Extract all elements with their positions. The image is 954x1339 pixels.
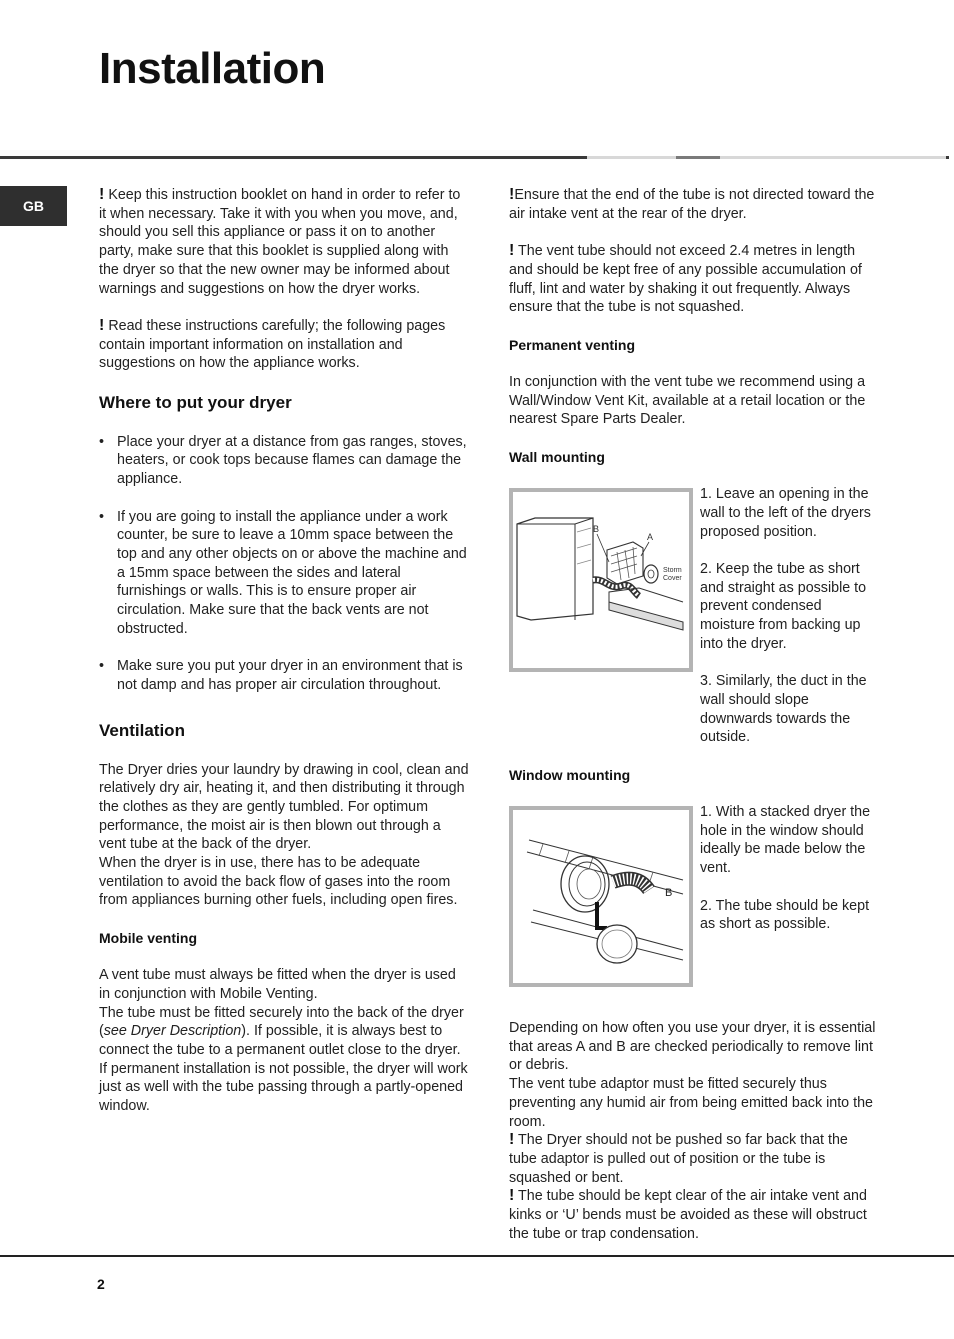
cross-reference: see Dryer Description <box>103 1023 242 1040</box>
ventilation-paragraph: The Dryer dries your laundry by drawing in cool, clean and relatively dry air, heating it, and then distributing it through the clothes as they are gently tumbled. For optimum performance, the moist air is then blown out through a vent tube at the back of the dryer. <box>99 761 469 853</box>
left-column <box>99 186 469 1116</box>
step-text: 1. With a stacked dryer the hole in the window should ideally be made below the vent. <box>700 804 871 877</box>
figure-label-b: B <box>665 887 673 900</box>
warning-mark: ! <box>99 186 105 203</box>
warning-mark: ! <box>509 1131 515 1149</box>
page-title: Installation <box>99 44 326 93</box>
mobile-paragraph: A vent tube must always be fitted when the dryer is used in conjunction with Mobile Venting. <box>99 967 456 1002</box>
intro-paragraph: ! Keep this instruction booklet on hand in order to refer to it when necessary. Take it with you when you move, and, should you sell this appliance or pass it on to another party, make sure that this booklet is supplied along with the dryer so that the new owner may be informed about warnings and suggestions on how the dryer works. <box>99 186 461 297</box>
figure-label-a: A <box>647 532 654 543</box>
wall-mounting-illustration <box>513 492 689 668</box>
step-text: 2. The tube should be kept as short as possible. <box>700 897 870 933</box>
warning-mark: ! <box>509 242 515 260</box>
window-mounting-figure <box>509 806 693 987</box>
wall-mounting-steps <box>700 485 879 747</box>
warning-paragraph: ! The tube should be kept clear of the air intake vent and kinks or ‘U’ bends must be avoided as these will obstruct the tube or trap condensation. <box>509 1187 867 1242</box>
page-number: 2 <box>97 1276 105 1292</box>
mobile-venting-text <box>99 966 469 1116</box>
warning-paragraph: ! The vent tube should not exceed 2.4 metres in length and should be kept free of any possible accumulation of fluff, lint and water by shaking it out frequently. Always ensure that the tube is not squashed. <box>509 242 862 316</box>
intro-paragraph: ! Read these instructions carefully; the following pages contain important information on installation and suggestions on how the appliance works. <box>99 316 446 372</box>
list-item: • Place your dryer at a distance from gas ranges, stoves, heaters, or cook tops because flames can damage the appliance. <box>99 433 467 488</box>
warning-paragraph: ! The Dryer should not be pushed so far back that the tube adaptor is pulled out of position or the tube is squashed or bent. <box>509 1131 848 1186</box>
step-text: 3. Similarly, the duct in the wall should slope downwards towards the outside. <box>700 673 867 746</box>
subheading-permanent-venting: Permanent venting <box>509 336 636 353</box>
subheading-window-mounting: Window mounting <box>509 766 631 783</box>
wall-mounting-row <box>509 485 879 747</box>
section-heading-ventilation: Ventilation <box>99 720 185 740</box>
mobile-paragraph: The tube must be fitted securely into the back of the dryer (see Dryer Description). If possible, it is always best to connect the tube to a permanent outlet close to the dryer. If permanent installation is not possible, the dryer will work just as well with the tube passing through a partly-opened window. <box>99 1004 468 1115</box>
header-rule-segment <box>676 156 720 159</box>
warning-mark: ! <box>99 316 105 334</box>
header-rule-segment <box>720 156 946 159</box>
bullet-icon: • <box>99 433 105 450</box>
header-rule <box>0 156 587 159</box>
right-column <box>509 186 879 1244</box>
section-heading-where: Where to put your dryer <box>99 392 292 412</box>
warning-paragraph: !Ensure that the end of the tube is not directed toward the air intake vent at the rear of the dryer. <box>509 186 875 222</box>
subheading-mobile-venting: Mobile venting <box>99 929 197 946</box>
subheading-wall-mounting: Wall mounting <box>509 448 605 465</box>
step-text: 2. Keep the tube as short and straight as possible to prevent condensed moisture from backing up into the dryer. <box>700 560 867 652</box>
figure-label-storm: Storm <box>663 567 682 575</box>
final-notes <box>509 1019 879 1243</box>
figure-label-cover: Cover <box>663 575 682 583</box>
where-list <box>99 433 469 695</box>
language-badge: GB <box>0 186 67 226</box>
list-item: • If you are going to install the appliance under a work counter, be sure to leave a 10mm space between the top and any other objects on or above the machine and a 15mm space between the sides and lateral furnishings or walls. This is to ensure proper air circulation. Make sure that the back vents are not obstructed. <box>99 508 467 637</box>
header-rule-segment <box>587 156 676 159</box>
bullet-icon: • <box>99 658 105 675</box>
wall-mounting-figure <box>509 488 693 672</box>
list-item: • Make sure you put your dryer in an environment that is not damp and has proper air circulation throughout. <box>99 658 463 693</box>
note-paragraph: Depending on how often you use your dryer, it is essential that areas A and B are checked periodically to remove lint or debris. <box>509 1020 876 1074</box>
permanent-paragraph: In conjunction with the vent tube we recommend using a Wall/Window Vent Kit, available at a retail location or the nearest Spare Parts Dealer. <box>509 373 866 428</box>
warning-mark: ! <box>509 1187 515 1205</box>
warning-mark: ! <box>509 186 515 203</box>
window-mounting-illustration <box>513 810 689 983</box>
step-text: 1. Leave an opening in the wall to the left of the dryers proposed position. <box>700 486 871 540</box>
window-mounting-steps <box>700 803 879 934</box>
ventilation-paragraph: When the dryer is in use, there has to be adequate ventilation to avoid the back flow of gases into the room from appliances burning other fuels, including open fires. <box>99 855 458 909</box>
bullet-icon: • <box>99 508 105 525</box>
header-rule-dot <box>946 156 949 159</box>
figure-label-b: B <box>593 524 600 535</box>
ventilation-text <box>99 761 469 911</box>
footer-rule <box>0 1255 954 1257</box>
note-paragraph: The vent tube adaptor must be fitted securely thus preventing any humid air from being emitted back into the room. <box>509 1076 873 1130</box>
window-mounting-row <box>509 803 879 987</box>
